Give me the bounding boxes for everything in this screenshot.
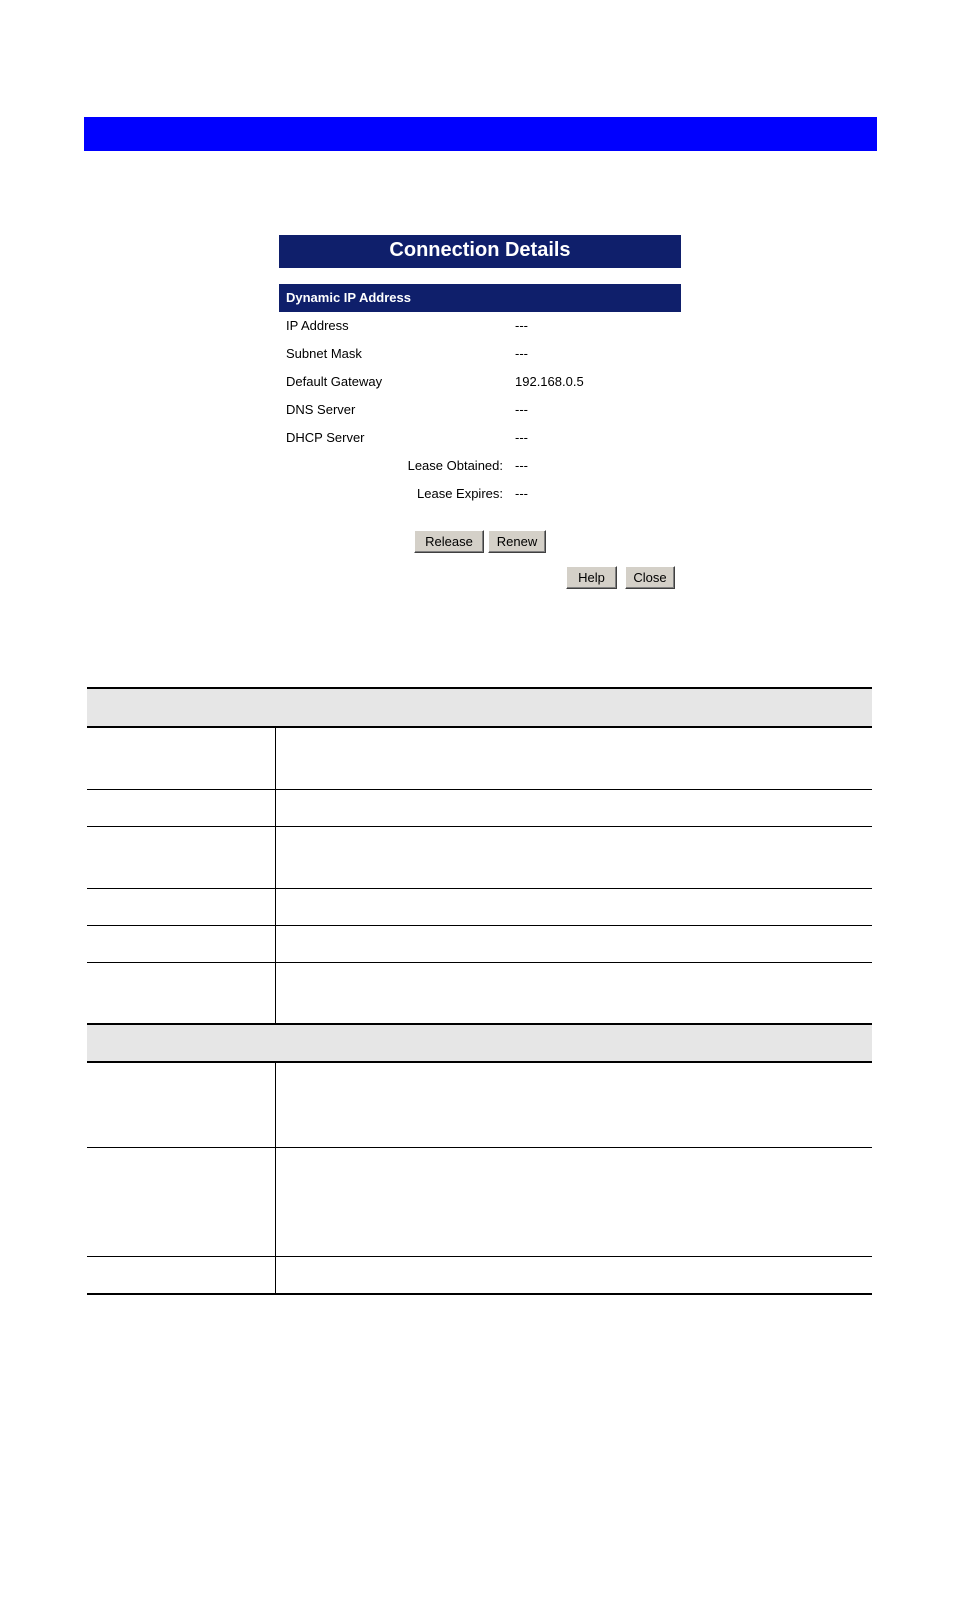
ip-address-label: IP Address	[286, 318, 349, 333]
row-default-gateway	[279, 368, 681, 396]
lease-expires-value: ---	[515, 486, 528, 501]
release-button[interactable]: Release	[414, 530, 484, 553]
table-header-row	[87, 1024, 872, 1062]
row-dns-server	[279, 396, 681, 424]
description-table	[87, 687, 872, 1295]
renew-button[interactable]: Renew	[488, 530, 546, 553]
table-row	[87, 727, 872, 789]
subnet-mask-label: Subnet Mask	[286, 346, 362, 361]
table-row	[87, 888, 872, 925]
close-button[interactable]: Close	[625, 566, 675, 589]
table-row	[87, 1062, 872, 1147]
table-row	[87, 925, 872, 962]
table-row	[87, 789, 872, 826]
dns-server-value: ---	[515, 402, 528, 417]
dhcp-server-label: DHCP Server	[286, 430, 365, 445]
subnet-mask-value: ---	[515, 346, 528, 361]
lease-obtained-value: ---	[515, 458, 528, 473]
lease-obtained-label: Lease Obtained:	[407, 458, 503, 473]
panel-title: Connection Details	[279, 235, 681, 268]
table-row	[87, 962, 872, 1024]
lease-expires-label: Lease Expires:	[417, 486, 503, 501]
table-row	[87, 1147, 872, 1256]
row-dhcp-server	[279, 424, 681, 452]
section-title-dynamic-ip: Dynamic IP Address	[279, 284, 681, 312]
row-lease-obtained	[279, 452, 681, 480]
header-bar	[84, 117, 877, 151]
help-button[interactable]: Help	[566, 566, 617, 589]
default-gateway-label: Default Gateway	[286, 374, 383, 389]
default-gateway-value: 192.168.0.5	[515, 374, 584, 389]
connection-details-panel	[279, 235, 681, 508]
table-row	[87, 826, 872, 888]
table-row	[87, 1256, 872, 1294]
row-subnet-mask	[279, 340, 681, 368]
dns-server-label: DNS Server	[286, 402, 356, 417]
dhcp-server-value: ---	[515, 430, 528, 445]
row-lease-expires	[279, 480, 681, 508]
ip-address-value: ---	[515, 318, 528, 333]
row-ip-address	[279, 312, 681, 340]
table-header-row	[87, 688, 872, 727]
